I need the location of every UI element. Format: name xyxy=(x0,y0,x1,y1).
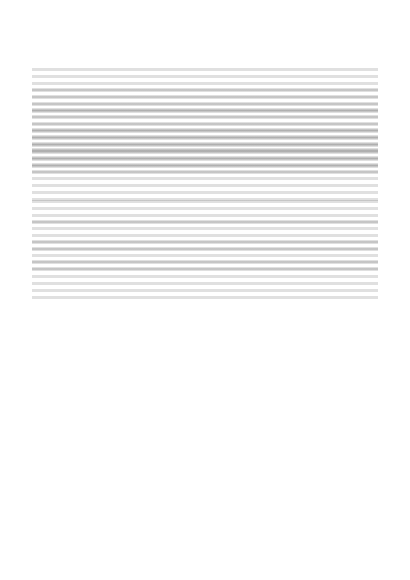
body-paragraph xyxy=(32,126,378,133)
body-paragraph xyxy=(32,258,378,265)
body-paragraph xyxy=(32,106,378,113)
article-body xyxy=(32,66,378,265)
section-heading xyxy=(32,179,378,188)
body-paragraph xyxy=(32,146,378,153)
body-paragraph xyxy=(32,66,378,73)
body-paragraph xyxy=(32,218,378,225)
body-paragraph xyxy=(32,198,378,205)
body-paragraph xyxy=(32,238,378,245)
body-paragraph xyxy=(32,86,378,93)
